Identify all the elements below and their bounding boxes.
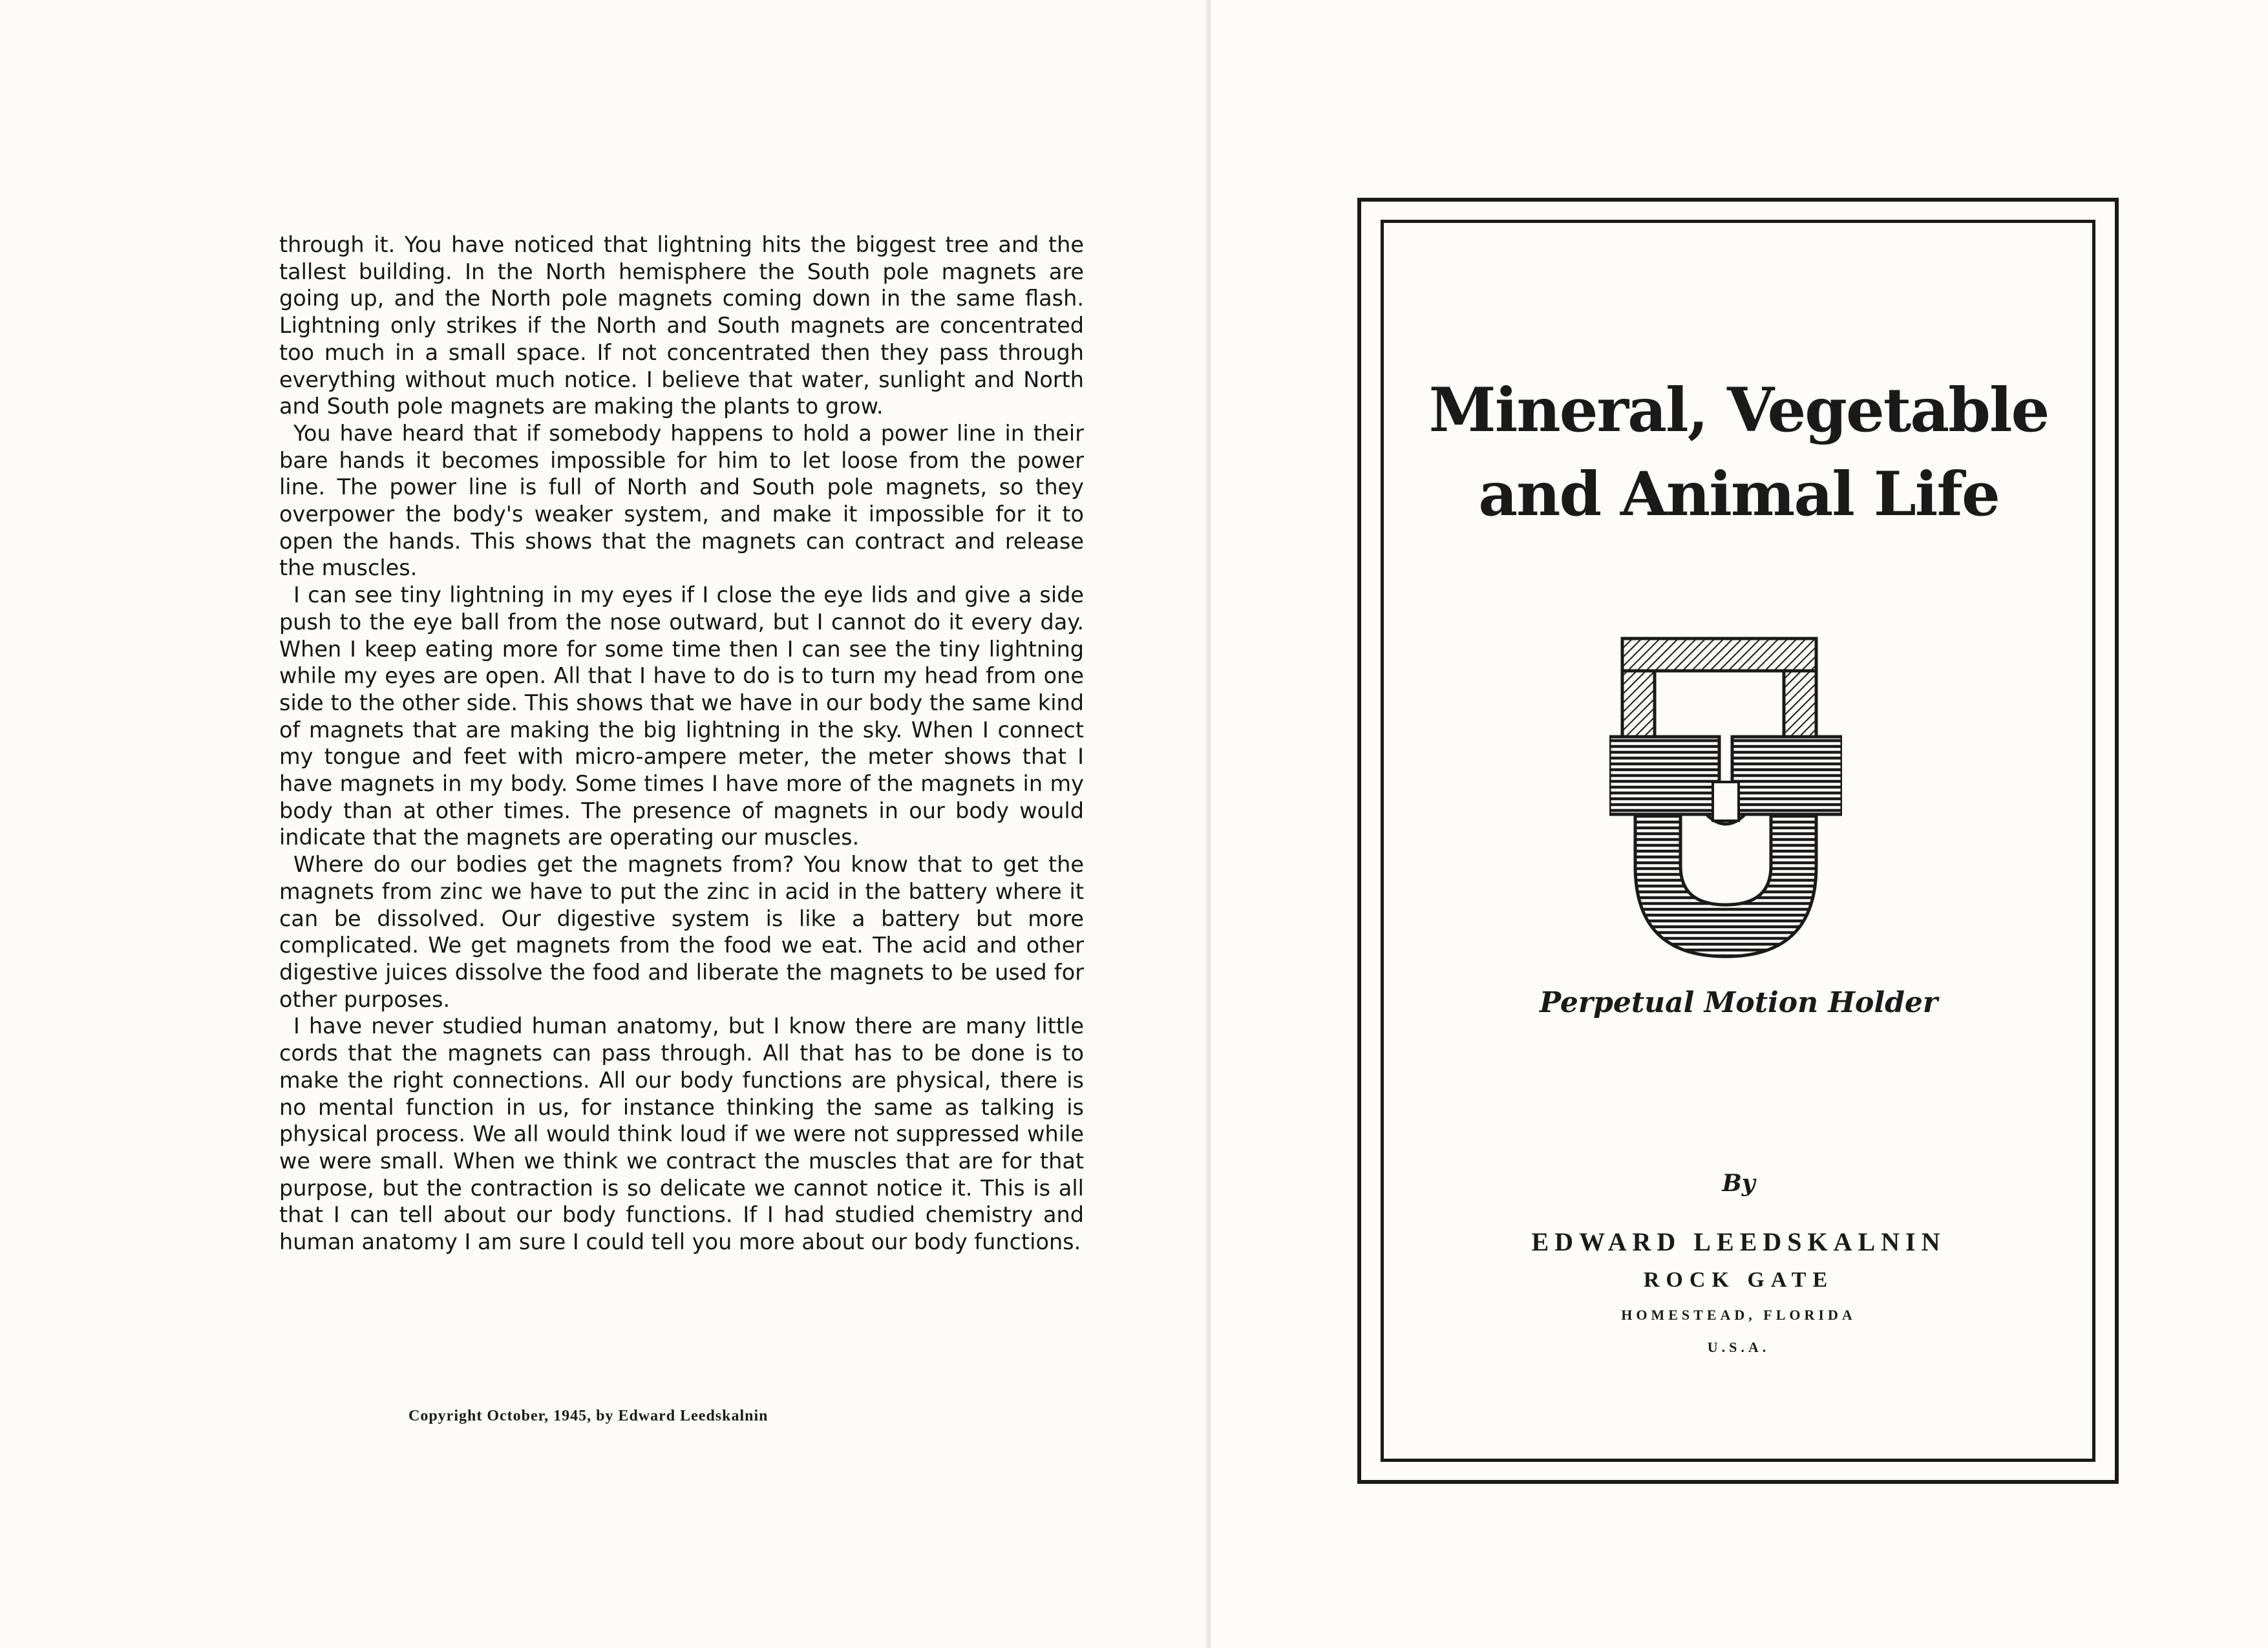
paragraph: You have heard that if somebody happens to hold a power line in their bare hands it becomes impossible for him to let loose from the power line. The power line is full of North and South pole magnets, so they overpower the body's weaker system, and make it impossible for it to open the hands. This shows that the magnets can contract and release the muscles. <box>279 420 1084 581</box>
location-line: U.S.A. <box>1707 1339 1770 1355</box>
paragraph: through it. You have noticed that lightning hits the biggest tree and the tallest building. In the North hemisphere the South pole magnets are going up, and the North pole magnets coming down in the same flash. Lightning only strikes if the North and South magnets are concentrated too much in a small space. If not concentrated then they pass through everything without much notice. I believe that water, sunlight and North and South pole magnets are making the plants to grow. <box>279 232 1084 419</box>
body-text <box>279 231 1084 1256</box>
paragraph: I have never studied human anatomy, but I know there are many little cords that the magnets can pass through. All that has to be done is to make the right connections. All our body functions are physical, there is no mental function in us, for instance thinking the same as talking is physical process. We all would think loud if we were not suppressed while we were small. When we think we contract the muscles that are for that purpose, but the contraction is so delicate we cannot notice it. This is all that I can tell about our body functions. If I had studied chemistry and human anatomy I am sure I could tell you more about our body functions. <box>279 1013 1084 1255</box>
location-line: ROCK GATE <box>1643 1268 1834 1292</box>
page-fold <box>1206 0 1211 1648</box>
book-title <box>1390 368 2088 536</box>
author-name: EDWARD LEEDSKALNIN <box>1531 1227 1946 1256</box>
paragraph: I can see tiny lightning in my eyes if I close the eye lids and give a side push to the eye ball from the nose outward, but I cannot do it every day. When I keep eating more for some time then I can see the tiny lightning while my eyes are open. All that I have to do is to turn my head from one side to the other side. This shows that we have in our body the same kind of magnets that are making the big lightning in the sky. When I connect my tongue and feet with micro-ampere meter, the meter shows that I have magnets in my body. Some times I have more of the magnets in my body than at other times. The presence of magnets in our body would indicate that the magnets are operating our muscles. <box>279 582 1084 850</box>
paragraph: Where do our bodies get the magnets from? You know that to get the magnets from zinc we have to put the zinc in acid in the battery where it can be dissolved. Our digestive system is like a battery but more complicated. We get magnets from the food we eat. The acid and other digestive juices dissolve the food and liberate the magnets to be used for other purposes. <box>279 852 1084 1012</box>
title-line: Mineral, Vegetable <box>1428 375 2049 446</box>
copyright-notice: Copyright October, 1945, by Edward Leedskalnin <box>408 1408 768 1424</box>
perpetual-motion-holder-illustration <box>1609 633 1842 969</box>
illustration-caption: Perpetual Motion Holder <box>1539 986 1938 1019</box>
title-line: and Animal Life <box>1478 459 1999 530</box>
by-line: By <box>1722 1170 1755 1197</box>
location-line: HOMESTEAD, FLORIDA <box>1621 1307 1856 1323</box>
